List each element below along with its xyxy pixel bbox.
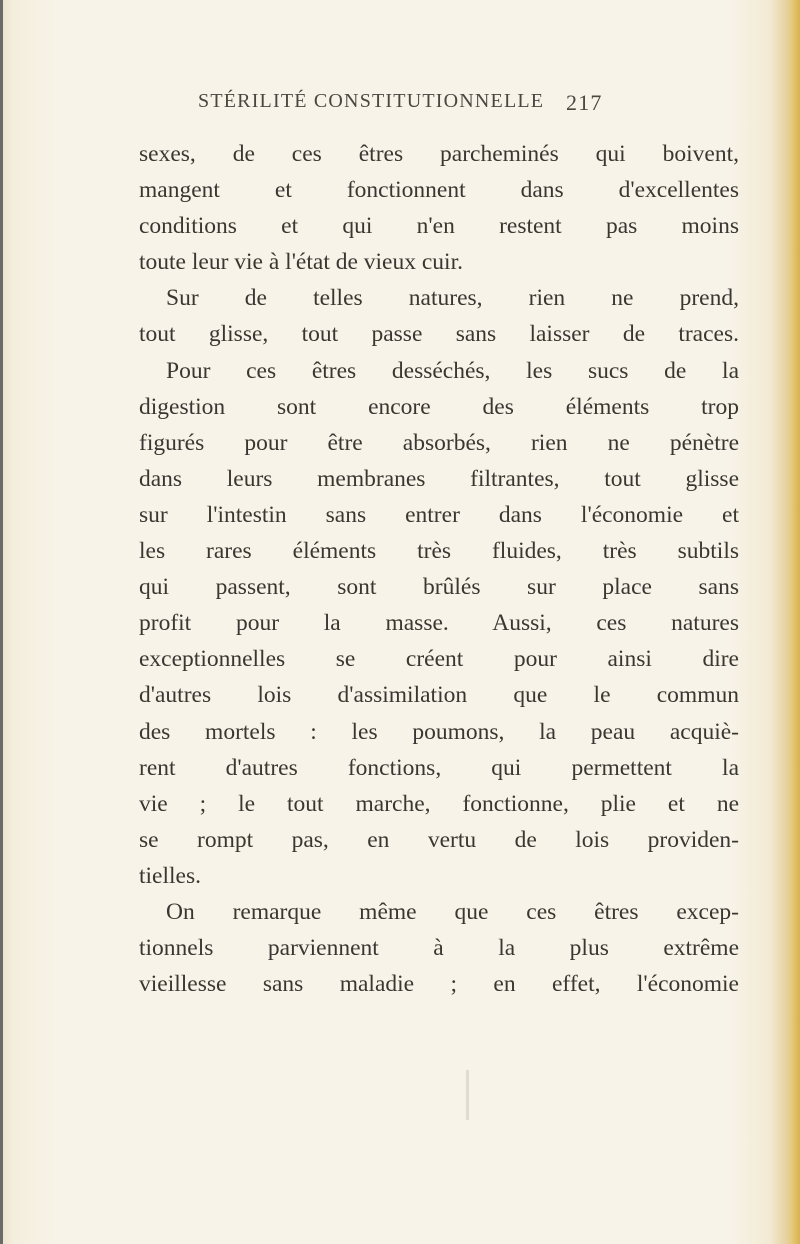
- text-line-11: sur l'intestin sans entrer dans l'économie et: [139, 501, 739, 528]
- text-line-21: tielles.: [139, 862, 201, 889]
- text-line-19: vie ; le tout marche, fonctionne, plie et ne: [139, 790, 739, 817]
- text-line-6: tout glisse, tout passe sans laisser de traces.: [139, 321, 739, 348]
- text-line-1: sexes, de ces êtres parcheminés qui boivent,: [139, 141, 739, 167]
- page-left-edge: [0, 0, 3, 1244]
- text-line-12: les rares éléments très fluides, très subtils: [139, 538, 739, 565]
- running-head-title: STÉRILITÉ CONSTITUTIONNELLE: [198, 90, 545, 112]
- text-line-24: vieillesse sans maladie ; en effet, l'économie: [139, 971, 739, 998]
- text-line-15: exceptionnelles se créent pour ainsi dire: [139, 646, 739, 673]
- page-number: 217: [566, 90, 603, 115]
- text-line-9: figurés pour être absorbés, rien ne pénètre: [139, 429, 739, 456]
- text-line-16: d'autres lois d'assimilation que le commun: [139, 682, 739, 709]
- paper-blemish: [466, 1070, 469, 1120]
- text-line-3: conditions et qui n'en restent pas moins: [139, 213, 739, 240]
- text-line-7: Pour ces êtres desséchés, les sucs de la: [166, 357, 739, 384]
- text-line-23: tionnels parviennent à la plus extrême: [139, 935, 739, 962]
- text-line-20: se rompt pas, en vertu de lois providen-: [139, 826, 739, 853]
- text-line-5: Sur de telles natures, rien ne prend,: [166, 285, 739, 312]
- text-line-8: digestion sont encore des éléments trop: [139, 393, 739, 420]
- text-line-18: rent d'autres fonctions, qui permettent la: [139, 754, 739, 781]
- text-line-4: toute leur vie à l'état de vieux cuir.: [139, 249, 463, 276]
- text-line-17: des mortels : les poumons, la peau acquiè-: [139, 718, 739, 745]
- text-line-2: mangent et fonctionnent dans d'excellentes: [139, 177, 739, 204]
- text-line-10: dans leurs membranes filtrantes, tout glisse: [139, 465, 739, 492]
- page-right-edge: [790, 0, 800, 1244]
- text-line-13: qui passent, sont brûlés sur place sans: [139, 574, 739, 601]
- text-line-22: On remarque même que ces êtres excep-: [166, 898, 739, 925]
- body-text: [139, 136, 739, 1002]
- text-line-14: profit pour la masse. Aussi, ces natures: [139, 610, 739, 637]
- running-head: [198, 90, 628, 120]
